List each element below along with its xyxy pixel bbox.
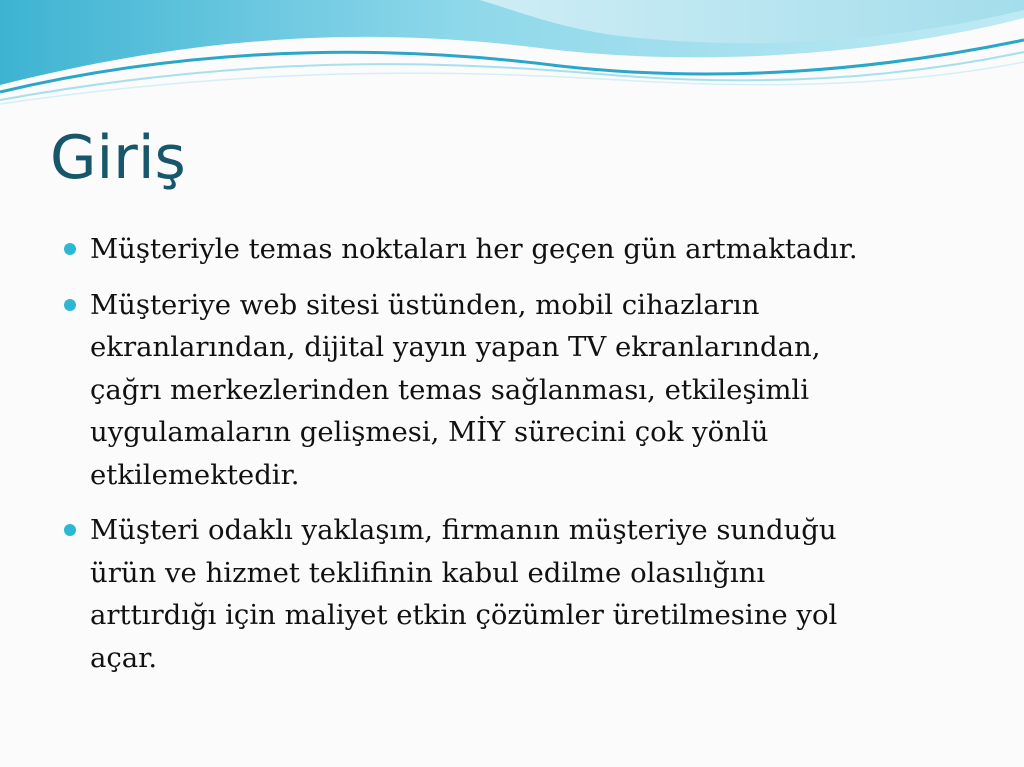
bullet-dot-icon xyxy=(64,299,76,311)
bullet-line: Müşteriye web sitesi üstünden, mobil cihazların xyxy=(90,288,760,321)
bullet-item xyxy=(62,509,962,679)
bullet-dot-icon xyxy=(64,243,76,255)
bullet-line: etkilemektedir. xyxy=(90,458,300,491)
slide-title: Giriş xyxy=(50,123,186,193)
bullet-dot-icon xyxy=(64,524,76,536)
bullet-line: arttırdığı için maliyet etkin çözümler üretilmesine yol xyxy=(90,599,838,631)
bullet-line: Müşteri odaklı yaklaşım, firmanın müşteriye sunduğu xyxy=(90,514,837,546)
bullet-line: açar. xyxy=(90,641,158,674)
bullet-item xyxy=(62,284,962,497)
bullet-list xyxy=(62,228,962,692)
bullet-line: Müşteriyle temas noktaları her geçen gün artmaktadır. xyxy=(90,233,858,265)
bullet-item xyxy=(62,228,962,271)
wave-header-decoration xyxy=(0,0,1024,120)
bullet-line: ürün ve hizmet teklifinin kabul edilme olasılığını xyxy=(90,556,766,589)
bullet-line: çağrı merkezlerinden temas sağlanması, etkileşimli xyxy=(90,373,810,406)
bullet-line: ekranlarından, dijital yayın yapan TV ekranlarından, xyxy=(90,331,821,363)
bullet-line: uygulamaların gelişmesi, MİY sürecini çok yönlü xyxy=(90,416,769,448)
